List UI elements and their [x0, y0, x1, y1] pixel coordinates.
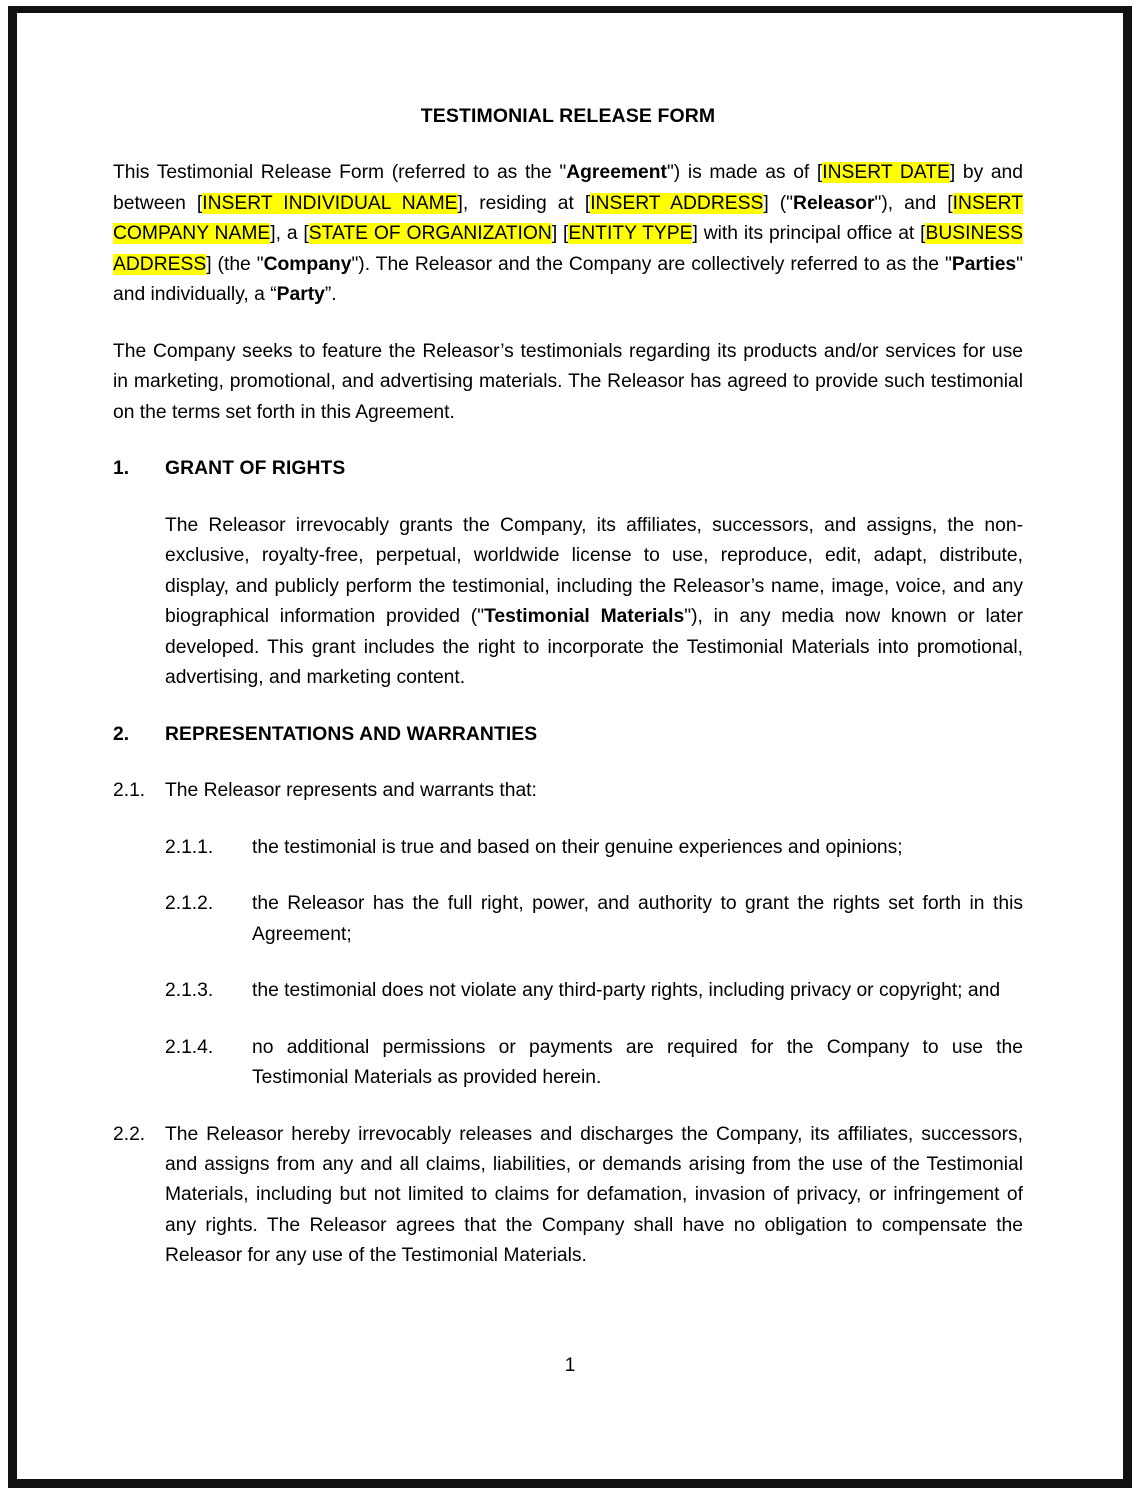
- placeholder-insert-company-name[interactable]: INSERT COMPANY NAME: [113, 192, 1024, 245]
- placeholder-business-address[interactable]: BUSINESS ADDRESS: [113, 223, 1023, 275]
- intro-text-s8: ] [: [551, 223, 569, 245]
- intro-text-s6: "), and [: [874, 192, 953, 214]
- section-1-title: GRANT OF RIGHTS: [165, 458, 346, 480]
- intro-text-s13: ”.: [324, 284, 337, 306]
- intro-paragraph-2: The Company seeks to feature the Releasor’s testimonials regarding its products and/or services for use in marketing, promotional, and advertising materials. The Releasor has agreed to provide such testimonial on the terms set forth in this Agreement.: [113, 340, 1023, 423]
- section-2-heading: [113, 720, 1023, 750]
- term-testimonial-materials: Testimonial Materials: [484, 606, 685, 628]
- page-number: 1: [564, 1355, 576, 1376]
- intro-text-s10: ] (the ": [206, 253, 264, 275]
- document-content: [113, 104, 1023, 1298]
- term-agreement: Agreement: [566, 162, 667, 184]
- clause-2-1-3-text: the testimonial does not violate any third-party rights, including privacy or copyright; and: [252, 980, 1001, 1002]
- intro-paragraph-1: [113, 158, 1023, 310]
- section-1-heading: [113, 454, 1023, 484]
- clause-2-2: [113, 1120, 1023, 1272]
- intro-text-s5: ] (": [763, 192, 794, 214]
- clause-2-1-3-number: 2.1.3.: [165, 980, 214, 1002]
- intro-text-s11: "). The Releasor and the Company are collectively referred to as the ": [351, 253, 952, 275]
- clause-2-1-4: [113, 1033, 1023, 1094]
- clause-2-2-text: The Releasor hereby irrevocably releases and discharges the Company, its affiliates, successors, and assigns from any and all claims, liabilities, or demands arising from the use of the Testimonial Materials, including but not limited to claims for defamation, invasion of privacy, or infringement of any rights. The Releasor agrees that the Company shall have no obligation to compensate the Releasor for any use of the Testimonial Materials.: [165, 1123, 1023, 1267]
- clause-2-1-1-text: the testimonial is true and based on their genuine experiences and opinions;: [252, 836, 903, 858]
- placeholder-state-of-organization[interactable]: STATE OF ORGANIZATION: [308, 223, 552, 245]
- clause-2-1-1-number: 2.1.1.: [165, 836, 214, 858]
- clause-2-1-4-number: 2.1.4.: [165, 1036, 214, 1058]
- placeholder-insert-address[interactable]: INSERT ADDRESS: [590, 192, 764, 214]
- clause-2-1-number: 2.1.: [113, 780, 146, 802]
- clause-2-2-number: 2.2.: [113, 1123, 146, 1145]
- term-company: Company: [263, 253, 352, 275]
- clause-2-1-2: [113, 889, 1023, 950]
- clause-2-1-1: [113, 833, 1023, 863]
- clause-2-1-2-number: 2.1.2.: [165, 893, 214, 915]
- term-party: Party: [276, 284, 325, 306]
- clause-2-1-4-text: no additional permissions or payments are required for the Company to use the Testimonial Materials as provided herein.: [252, 1036, 1023, 1089]
- section-1-text-2: "), in any media now known or later developed. This grant includes the right to incorporate the Testimonial Materials into promotional, advertising, and marketing content.: [165, 606, 1023, 689]
- intro-text-s2: ") is made as of [: [666, 162, 823, 184]
- intro-text-s7: ], a [: [270, 223, 309, 245]
- section-1-body: [113, 511, 1023, 694]
- clause-2-1-3: [113, 976, 1023, 1006]
- clause-2-1: [113, 776, 1023, 806]
- section-2-number: 2.: [113, 723, 130, 745]
- clause-2-1-text: The Releasor represents and warrants that:: [165, 780, 537, 802]
- page-title: TESTIMONIAL RELEASE FORM: [420, 105, 716, 127]
- placeholder-insert-individual-name[interactable]: INSERT INDIVIDUAL NAME: [202, 192, 458, 214]
- term-parties: Parties: [951, 253, 1017, 275]
- clause-2-1-2-text: the Releasor has the full right, power, and authority to grant the rights set forth in this Agreement;: [252, 893, 1023, 945]
- section-1-text-1: The Releasor irrevocably grants the Company, its affiliates, successors, and assigns, the non-exclusive, royalty-free, perpetual, worldwide license to use, reproduce, edit, adapt, distribute, display, and publicly perform the testimonial, including the Releasor’s name, image, voice, and any biographical information provided (": [165, 514, 1023, 628]
- placeholder-entity-type[interactable]: ENTITY TYPE: [568, 223, 693, 245]
- section-2-title: REPRESENTATIONS AND WARRANTIES: [165, 723, 538, 745]
- intro-text-s4: ], residing at [: [457, 192, 591, 214]
- intro-text-s9: ] with its principal office at [: [692, 223, 926, 245]
- term-releasor: Releasor: [793, 192, 875, 214]
- intro-text-s3: ] by and between [: [113, 162, 1023, 214]
- section-1-number: 1.: [113, 458, 130, 480]
- intro-text-s12: " and individually, a “: [113, 253, 1024, 306]
- placeholder-insert-date[interactable]: INSERT DATE: [822, 162, 950, 184]
- intro-text-s1: This Testimonial Release Form (referred to as the ": [113, 162, 567, 184]
